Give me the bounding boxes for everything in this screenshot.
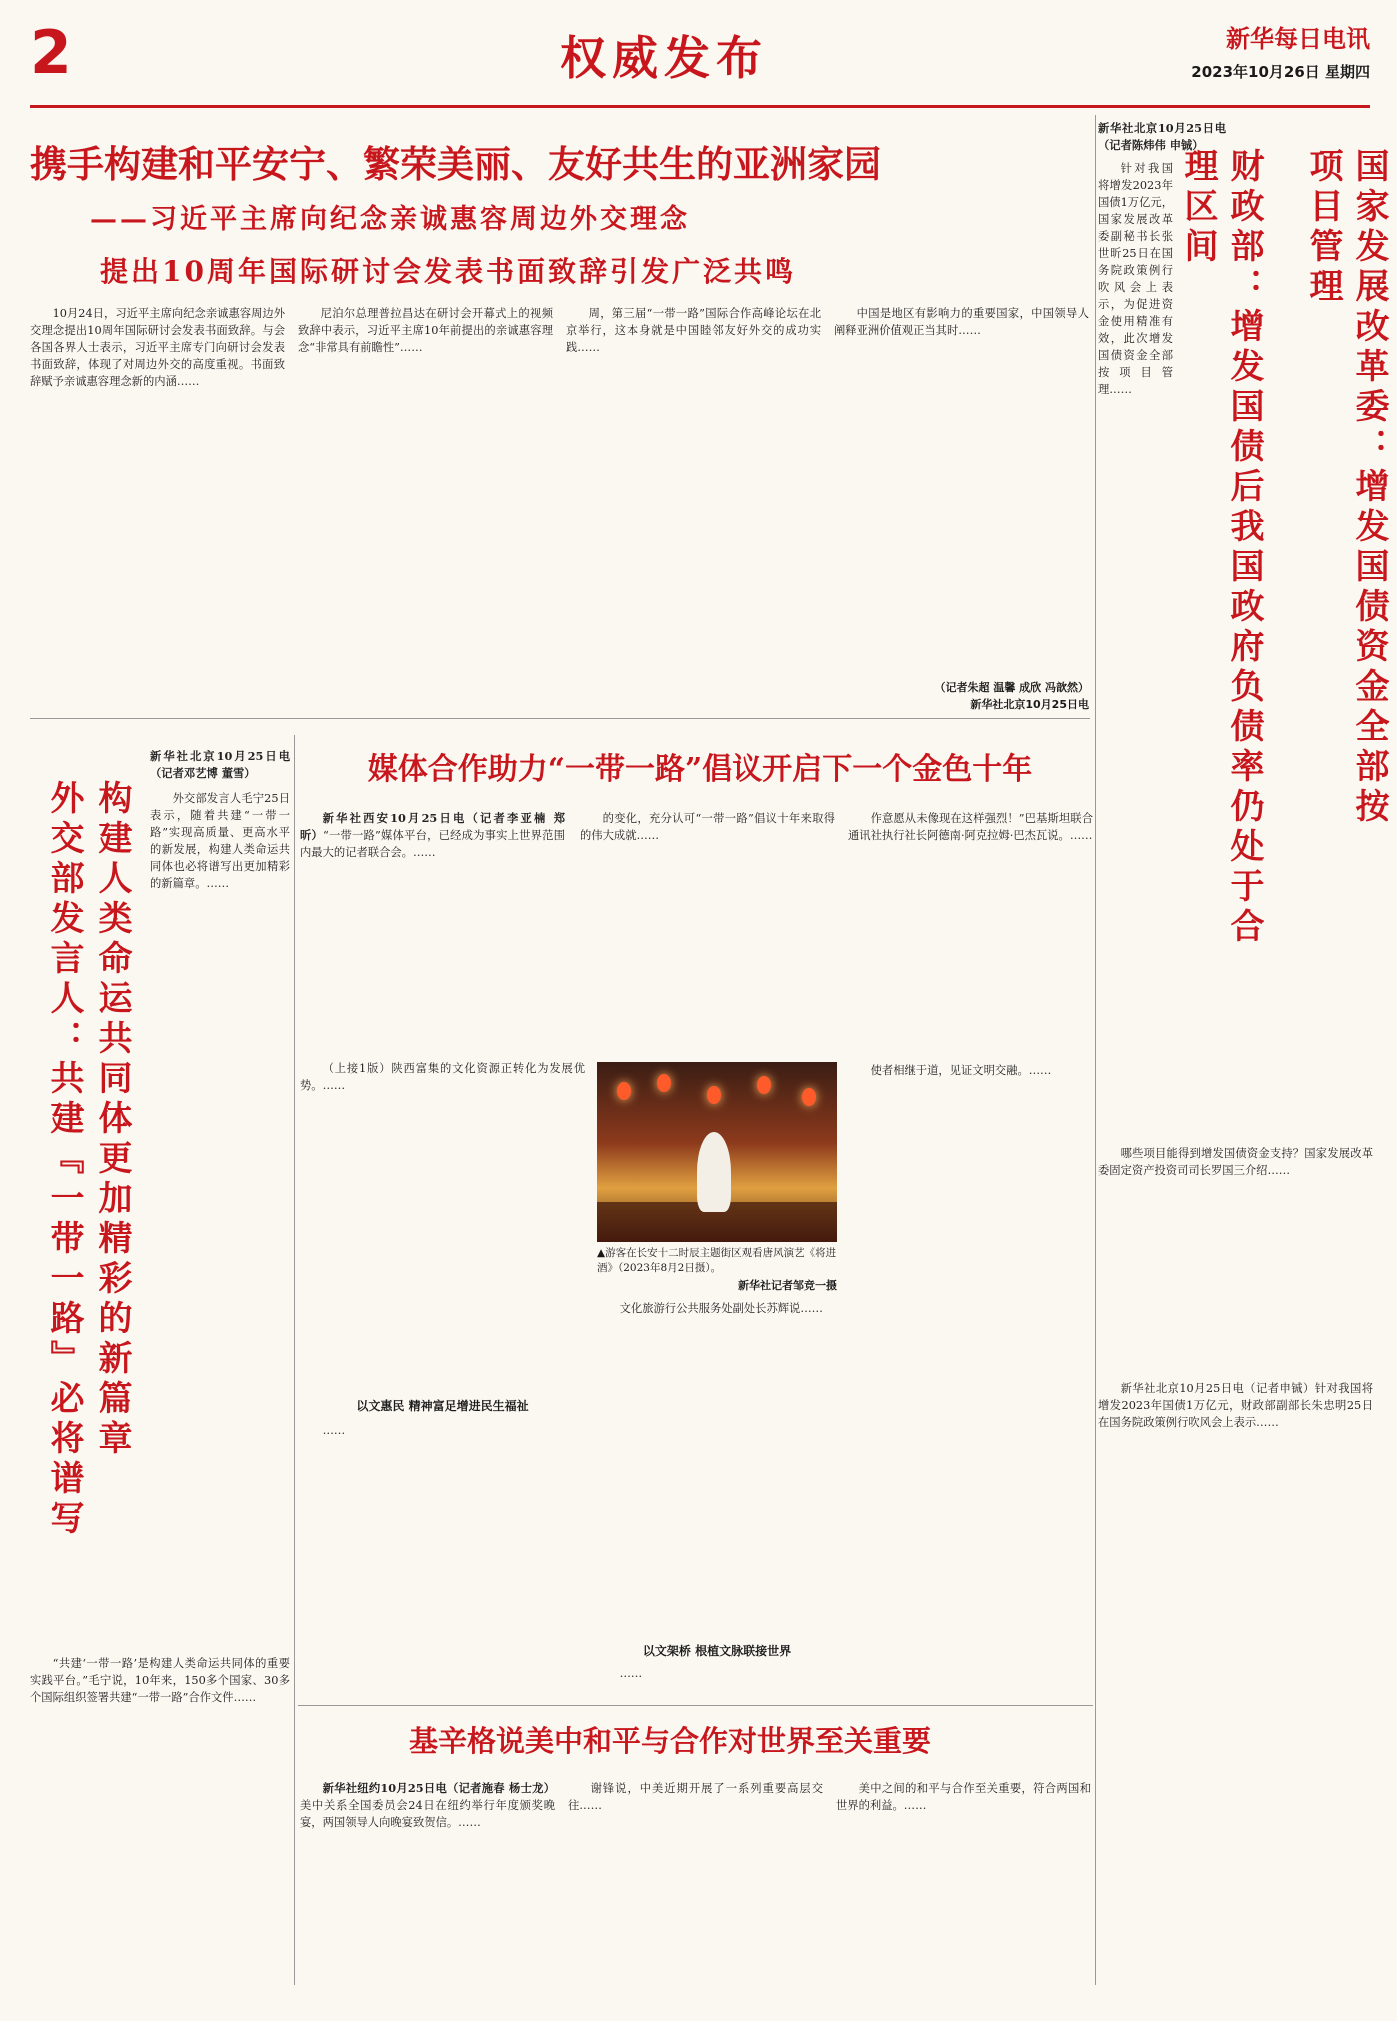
burns-headline: 基辛格说美中和平与合作对世界至关重要 xyxy=(408,1724,931,1758)
photo-credit: 新华社记者邹竞一摄 xyxy=(738,1279,837,1292)
bri-subhead-2: 以文架桥 根植文脉联接世界 xyxy=(642,1644,792,1658)
dance-performance-photo xyxy=(597,1062,837,1242)
divider xyxy=(30,718,1090,719)
lead-column-4: 中国是地区有影响力的重要国家，中国领导人阐释亚洲价值观正当其时…… xyxy=(834,307,1089,337)
page-number: 2 xyxy=(30,18,72,88)
mfa-body-2: “共建‘一带一路’是构建人类命运共同体的重要实践平台。”毛宁说，10年来，150多个国家、30多个国际组织签署共建“一带一路”合作文件…… xyxy=(30,1657,290,1704)
ndrc-body-2: 哪些项目能得到增发国债资金支持？国家发展改革委固定资产投资司司长罗国三介绍…… xyxy=(1098,1147,1373,1177)
bri-column-6: 文化旅游行公共服务处副处长苏辉说…… xyxy=(619,1302,823,1315)
lead-byline: （记者朱超 温馨 成欣 冯歆然） xyxy=(934,681,1089,694)
burns-column-2: 谢锋说，中美近期开展了一系列重要高层交往…… xyxy=(568,1782,823,1812)
lead-subtitle-2: 提出10周年国际研讨会发表书面致辞引发广泛共鸣 xyxy=(100,255,796,288)
lead-dateline-end: 新华社北京10月25日电 xyxy=(970,698,1089,711)
paper-date: 2023年10月26日 星期四 xyxy=(1191,63,1370,81)
bri-column-3: 作意愿从未像现在这样强烈！”巴基斯坦联合通讯社执行社长阿德南·阿克拉姆·巴杰瓦说。…… xyxy=(848,812,1093,842)
burns-column-1: 新华社纽约10月25日电（记者施春 杨士龙）美中关系全国委员会24日在纽约举行年度颁奖晚宴，两国领导人向晚宴致贺信。…… xyxy=(300,1781,555,1829)
mfa-headline-2: 外交部发言人：共建『一带一路』必将谱写 xyxy=(44,780,84,1540)
burns-column-3: 美中之间的和平与合作至关重要，符合两国和世界的利益。…… xyxy=(836,1782,1091,1812)
paper-name: 新华每日电讯 xyxy=(1226,24,1370,53)
lead-column-2: 尼泊尔总理普拉昌达在研讨会开幕式上的视频致辞中表示，习近平主席10年前提出的亲诚惠容理念“非常具有前瞻性”…… xyxy=(298,307,553,354)
bri-column-7: …… xyxy=(619,1667,643,1680)
mof-headline: 财政部：增发国债后我国政府负债率仍处于合理区间 xyxy=(1178,148,1264,948)
divider xyxy=(294,735,295,1985)
divider xyxy=(1095,115,1096,1985)
mfa-headline: 构建人类命运共同体更加精彩的新篇章 xyxy=(92,780,132,1460)
lead-headline: 携手构建和平安宁、繁荣美丽、友好共生的亚洲家园 xyxy=(30,142,881,186)
mof-body: 新华社北京10月25日电（记者申铖）针对我国将增发2023年国债1万亿元，财政部副部长朱忠明25日在国务院政策例行吹风会上表示…… xyxy=(1098,1382,1373,1429)
bri-dateline: 新华社西安10月25日电（记者李亚楠 郑昕） xyxy=(300,811,565,842)
mfa-body-narrow: 外交部发言人毛宁25日表示，随着共建“一带一路”实现高质量、更高水平的新发展，构建人类命运共同体也必将谱写出更加精彩的新篇章。…… xyxy=(150,792,290,890)
lead-subtitle: ——习近平主席向纪念亲诚惠容周边外交理念 xyxy=(90,204,690,235)
section-title: 权威发布 xyxy=(560,31,768,85)
bri-subhead-1: 以文惠民 精神富足增进民生福祉 xyxy=(356,1399,529,1413)
masthead xyxy=(30,18,1370,108)
divider xyxy=(298,1705,1093,1706)
bri-column-1: 新华社西安10月25日电（记者李亚楠 郑昕）“一带一路”媒体平台，已经成为事实上世界范围内最大的记者联合会。…… xyxy=(300,811,565,859)
ndrc-headline: 国家发展改革委：增发国债资金全部按项目管理 xyxy=(1303,148,1389,828)
ndrc-body-narrow: 针对我国将增发2023年国债1万亿元，国家发展改革委副秘书长张世昕25日在国务院政策例行吹风会上表示，为促进资金使用精准有效，此次增发国债资金全部按项目管理…… xyxy=(1098,162,1173,396)
bri-column-8: 使者相继于道，见证文明交融。…… xyxy=(870,1064,1052,1077)
bri-column-4: （上接1版）陕西富集的文化资源正转化为发展优势。…… xyxy=(300,1062,585,1092)
photo-caption: ▲游客在长安十二时辰主题街区观看唐风演艺《将进酒》（2023年8月2日摄）。 xyxy=(597,1247,837,1274)
bri-column-2: 的变化，充分认可“一带一路”倡议十年来取得的伟大成就…… xyxy=(580,812,835,842)
mfa-dateline: 新华社北京10月25日电（记者邓艺博 董雪） xyxy=(150,749,290,780)
lead-column-1: 10月24日，习近平主席向纪念亲诚惠容周边外交理念提出10周年国际研讨会发表书面致辞。与会各国各界人士表示，习近平主席专门向研讨会发表书面致辞，体现了对周边外交的高度重视。书面致辞赋予亲诚惠容理念新的内涵…… xyxy=(30,307,285,388)
bri-headline: 媒体合作助力“一带一路”倡议开启下一个金色十年 xyxy=(367,752,1033,787)
burns-dateline: 新华社纽约10月25日电（记者施春 杨士龙） xyxy=(322,1781,555,1795)
bri-column-5: …… xyxy=(322,1424,346,1437)
ndrc-dateline: 新华社北京10月25日电（记者陈炜伟 申铖） xyxy=(1098,121,1226,152)
lead-column-3: 周，第三届“一带一路”国际合作高峰论坛在北京举行，这本身就是中国睦邻友好外交的成功实践…… xyxy=(566,307,821,354)
